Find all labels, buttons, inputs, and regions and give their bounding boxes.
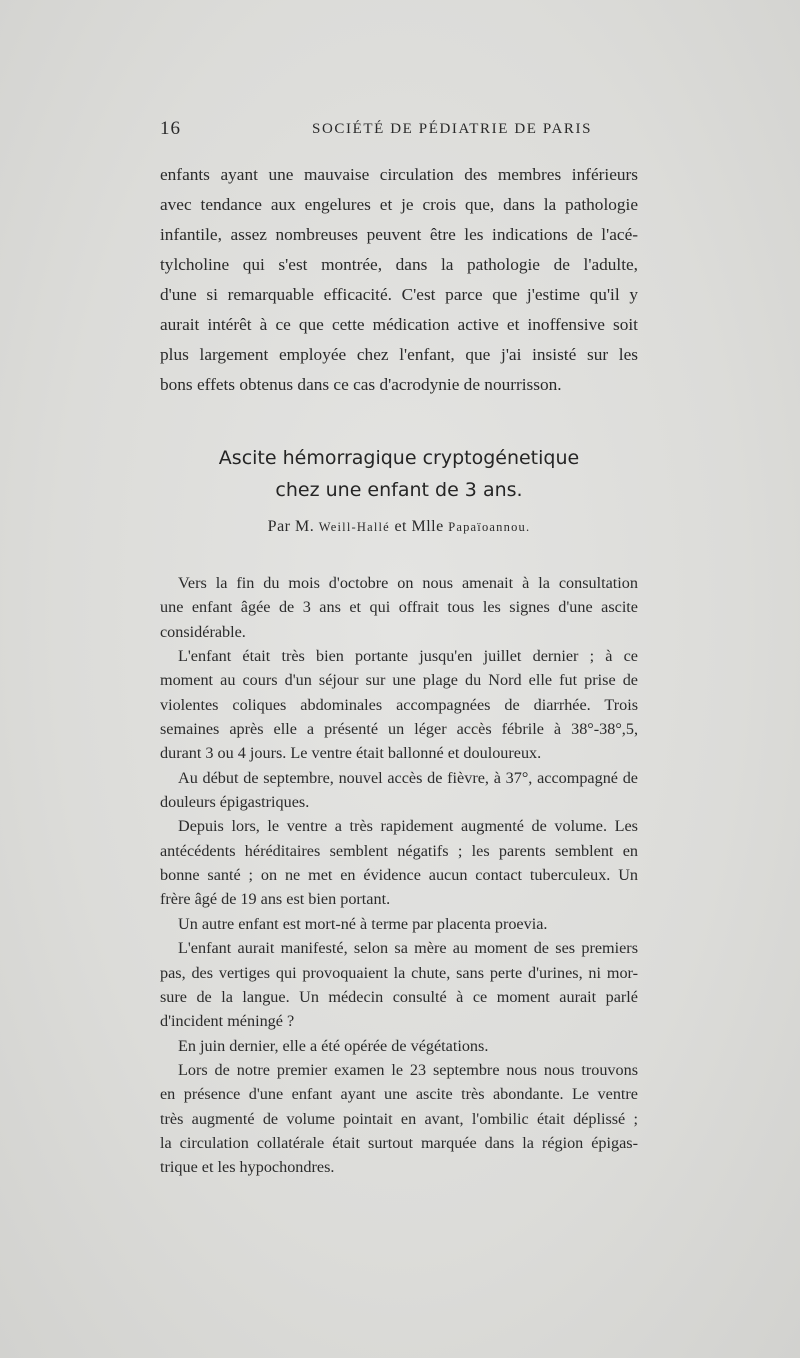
text-line: Depuis lors, le ventre a très rapidement augmenté de volume. Les xyxy=(178,817,638,836)
page-number: 16 xyxy=(160,118,181,139)
text-line: en présence d'une enfant ayant une ascite très abondante. Le ventre xyxy=(160,1085,638,1104)
text-line: Vers la fin du mois d'octobre on nous amenait à la consultation xyxy=(178,574,638,592)
text-line: considérable. xyxy=(160,622,246,641)
authors-prefix: Par M. xyxy=(267,518,315,535)
author-1: Weill-Hallé xyxy=(318,520,390,534)
text-line: infantile, assez nombreuses peuvent être les indications de l'acé- xyxy=(160,225,638,244)
text-line: sure de la langue. Un médecin consulté à ce moment aurait parlé xyxy=(160,987,638,1006)
text-line: Lors de notre premier examen le 23 septembre nous nous trouvons xyxy=(178,1060,638,1079)
author-2: Papaïoannou. xyxy=(448,520,531,534)
text-line: bons effets obtenus dans ce cas d'acrodynie de nourrisson. xyxy=(160,375,562,394)
article-title-line-1: Ascite hémorragique cryptogénetique xyxy=(218,447,580,469)
article-title xyxy=(160,442,638,506)
text-line: aurait intérêt à ce que cette médication active et inoffensive soit xyxy=(160,315,638,334)
text-line: L'enfant aurait manifesté, selon sa mère au moment de ses premiers xyxy=(178,939,638,958)
text-line: une enfant âgée de 3 ans et qui offrait tous les signes d'une ascite xyxy=(160,598,638,617)
text-line: d'une si remarquable efficacité. C'est parce que j'estime qu'il y xyxy=(160,285,638,304)
article-title-line-2: chez une enfant de 3 ans. xyxy=(275,479,523,501)
article-body xyxy=(160,571,638,1180)
text-line: très augmenté de volume pointait en avant, l'ombilic était déplissé ; xyxy=(160,1109,638,1128)
text-line: pas, des vertiges qui provoquaient la chute, sans perte d'urines, ni mor- xyxy=(160,963,638,982)
text-line: L'enfant était très bien portante jusqu'en juillet dernier ; à ce xyxy=(178,647,638,666)
text-line: antécédents héréditaires semblent négatifs ; les parents semblent en xyxy=(160,841,638,860)
text-line: tylcholine qui s'est montrée, dans la pathologie de l'adulte, xyxy=(160,255,638,274)
authors-conjunction: et Mlle xyxy=(394,518,444,535)
text-line: violentes coliques abdominales accompagnées de diarrhée. Trois xyxy=(160,695,638,714)
page-header xyxy=(160,118,638,148)
text-line: la circulation collatérale était surtout marquée dans la région épigas- xyxy=(160,1133,638,1152)
running-title: SOCIÉTÉ DE PÉDIATRIE DE PARIS xyxy=(312,121,593,137)
text-line: durant 3 ou 4 jours. Le ventre était ballonné et douloureux. xyxy=(160,744,542,763)
text-line: enfants ayant une mauvaise circulation des membres inférieurs xyxy=(160,165,638,184)
text-line: moment au cours d'un séjour sur une plage du Nord elle fut prise de xyxy=(160,671,638,690)
text-line: trique et les hypochondres. xyxy=(160,1158,335,1177)
text-line: plus largement employée chez l'enfant, que j'ai insisté sur les xyxy=(160,345,638,364)
text-line: avec tendance aux engelures et je crois que, dans la pathologie xyxy=(160,195,638,214)
text-line: d'incident méningé ? xyxy=(160,1012,295,1031)
text-line: douleurs épigastriques. xyxy=(160,793,310,812)
article-authors xyxy=(160,518,638,536)
text-line: Un autre enfant est mort-né à terme par placenta proevia. xyxy=(178,914,548,933)
text-line: bonne santé ; on ne met en évidence aucun contact tuberculeux. Un xyxy=(160,866,638,885)
intro-paragraph xyxy=(160,160,638,400)
text-line: semaines après elle a présenté un léger accès fébrile à 38°-38°,5, xyxy=(160,720,638,739)
text-line: Au début de septembre, nouvel accès de fièvre, à 37°, accompagné de xyxy=(178,768,638,787)
text-line: frère âgé de 19 ans est bien portant. xyxy=(160,890,391,909)
text-line: En juin dernier, elle a été opérée de végétations. xyxy=(178,1036,489,1055)
